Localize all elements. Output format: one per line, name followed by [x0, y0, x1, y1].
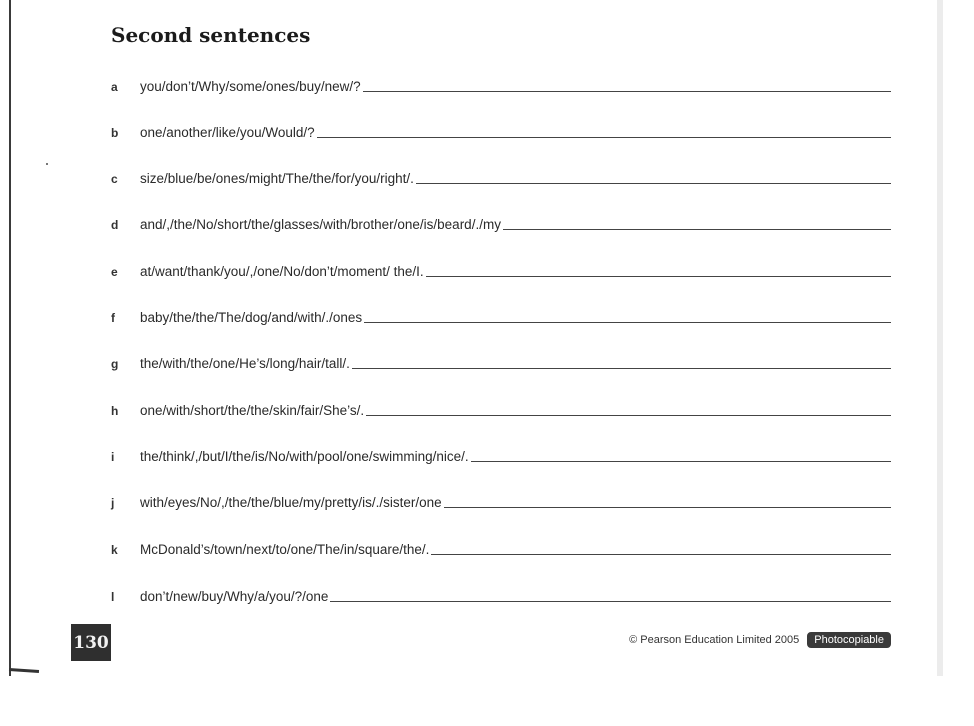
exercise-item-f [111, 303, 891, 325]
answer-line[interactable] [426, 276, 891, 277]
item-prompt [140, 310, 891, 325]
exercise-item-a [111, 72, 891, 94]
photocopiable-badge: Photocopiable [807, 632, 891, 648]
item-letter: j [111, 496, 115, 510]
item-prompt [140, 171, 891, 186]
item-words: the/think/,/but/I/the/is/No/with/pool/one/swimming/nice/. [140, 449, 469, 464]
answer-line[interactable] [363, 91, 891, 92]
item-words: one/another/like/you/Would/? [140, 125, 315, 140]
answer-line[interactable] [366, 415, 891, 416]
item-words: one/with/short/the/the/skin/fair/She’s/. [140, 403, 365, 418]
item-letter: b [111, 126, 119, 140]
item-words: size/blue/be/ones/might/The/the/for/you/right/. [140, 171, 414, 186]
item-letter: d [111, 218, 119, 232]
item-prompt [140, 449, 891, 464]
answer-line[interactable] [444, 507, 891, 508]
item-prompt [140, 589, 891, 604]
exercise-item-j [111, 488, 891, 510]
exercise-item-g [111, 349, 891, 371]
item-prompt [140, 542, 891, 557]
page-right-shadow [937, 0, 943, 676]
answer-line[interactable] [352, 368, 891, 369]
item-letter: f [111, 311, 115, 325]
item-prompt [140, 495, 891, 510]
exercise-item-c [111, 164, 891, 186]
item-words: and/,/the/No/short/the/glasses/with/brother/one/is/beard/./my [140, 217, 501, 232]
page-footer [0, 631, 891, 649]
exercise-item-l [111, 582, 891, 604]
exercise-item-i [111, 442, 891, 464]
item-prompt [140, 125, 891, 140]
item-letter: k [111, 543, 118, 557]
item-prompt [140, 356, 891, 371]
item-letter: h [111, 404, 119, 418]
item-words: baby/the/the/The/dog/and/with/./ones [140, 310, 363, 325]
item-words: McDonald’s/town/next/to/one/The/in/square/the/. [140, 542, 430, 557]
item-letter: e [111, 265, 118, 279]
exercise-item-e [111, 257, 891, 279]
exercise-item-k [111, 535, 891, 557]
page-number: 130 [71, 624, 111, 661]
item-prompt [140, 403, 891, 418]
answer-line[interactable] [364, 322, 891, 323]
item-prompt [140, 79, 891, 94]
copyright-text: © Pearson Education Limited 2005 [629, 634, 800, 646]
exercise-item-d [111, 210, 891, 232]
answer-line[interactable] [431, 554, 891, 555]
item-letter: c [111, 172, 118, 186]
item-words: you/don’t/Why/some/ones/buy/new/? [140, 79, 361, 94]
exercise-item-b [111, 118, 891, 140]
item-letter: l [111, 590, 115, 604]
scan-speck [46, 163, 48, 165]
worksheet-page [9, 0, 941, 676]
item-words: the/with/the/one/He’s/long/hair/tall/. [140, 356, 350, 371]
item-words: with/eyes/No/,/the/the/blue/my/pretty/is/./sister/one [140, 495, 442, 510]
answer-line[interactable] [471, 461, 891, 462]
item-words: at/want/thank/you/,/one/No/don’t/moment/ the/I. [140, 264, 424, 279]
answer-line[interactable] [503, 229, 891, 230]
answer-line[interactable] [317, 137, 891, 138]
item-prompt [140, 264, 891, 279]
exercise-item-h [111, 396, 891, 418]
item-letter: a [111, 80, 118, 94]
item-letter: i [111, 450, 115, 464]
item-words: don’t/new/buy/Why/a/you/?/one [140, 589, 329, 604]
item-letter: g [111, 357, 119, 371]
page-title: Second sentences [111, 23, 311, 47]
answer-line[interactable] [416, 183, 891, 184]
item-prompt [140, 217, 891, 232]
answer-line[interactable] [330, 601, 891, 602]
page-left-edge [9, 0, 11, 676]
